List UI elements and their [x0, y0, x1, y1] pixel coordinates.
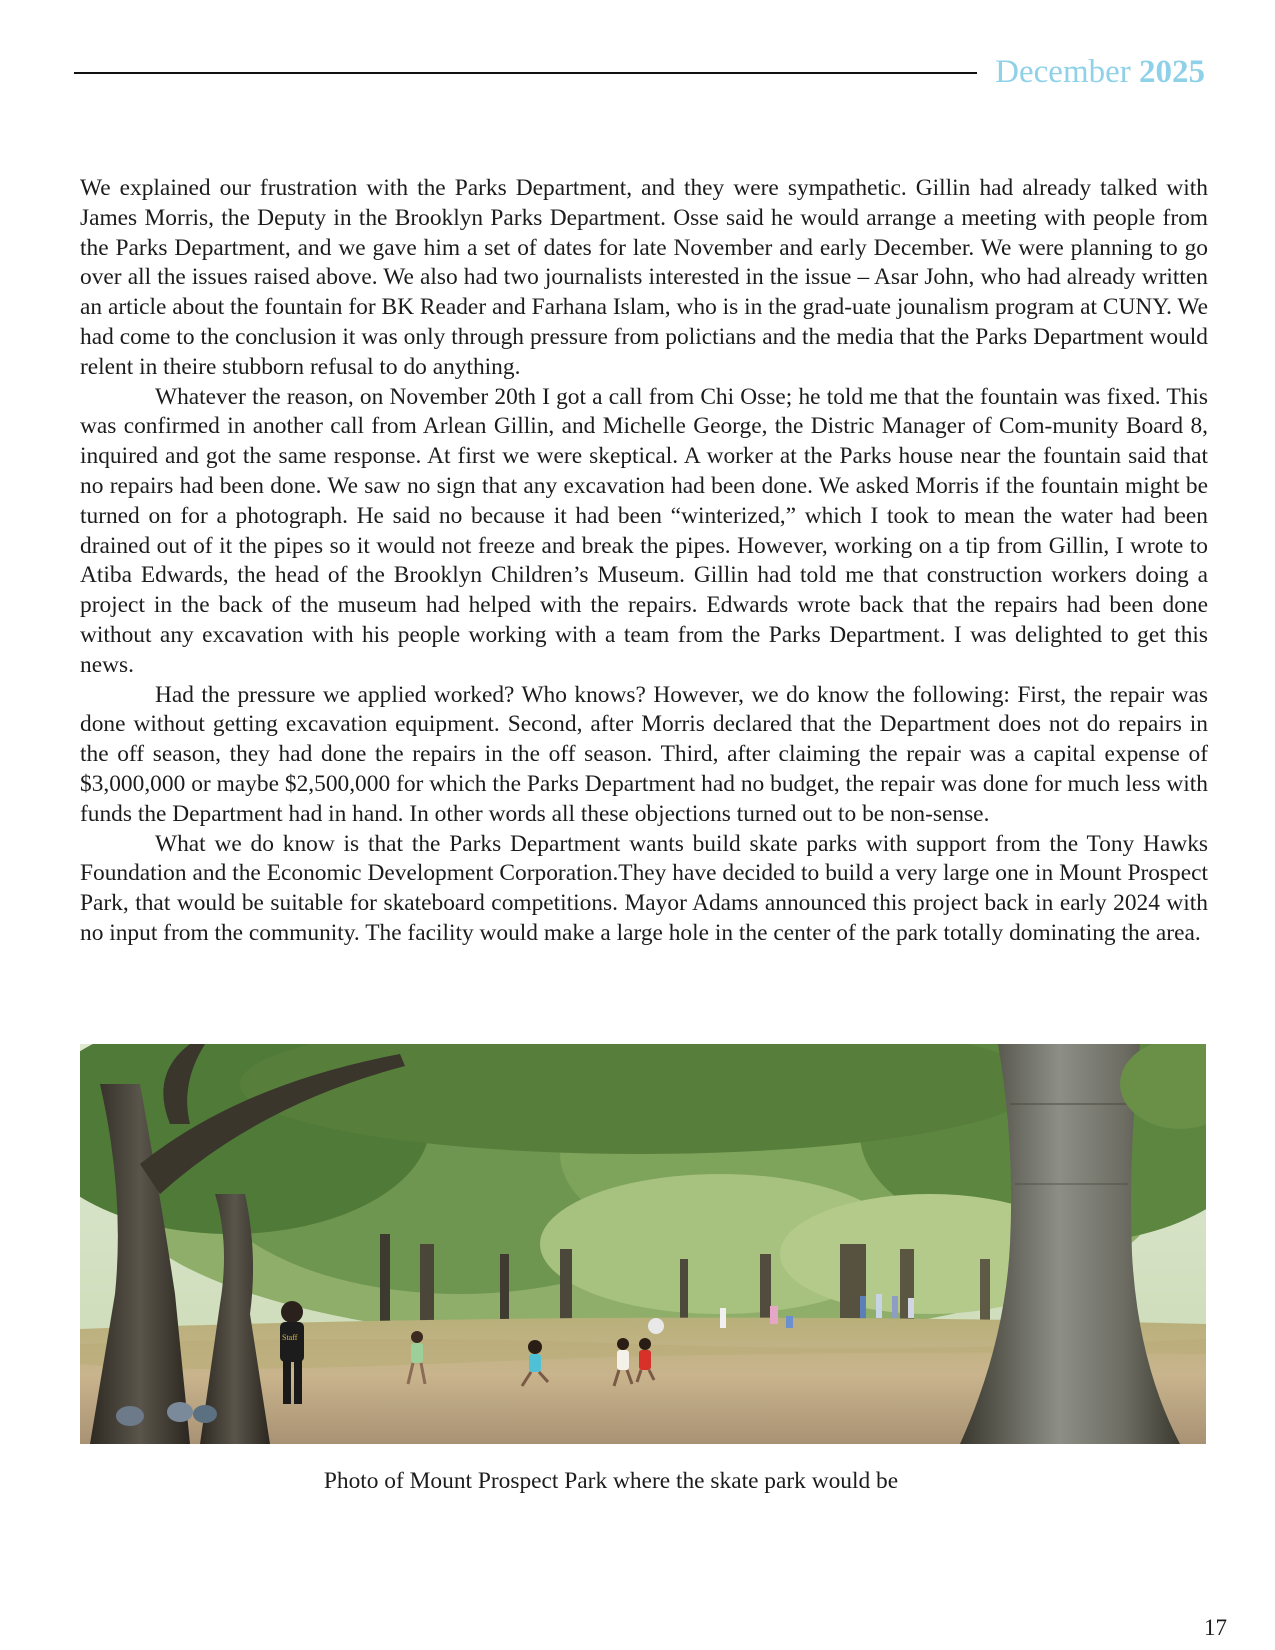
page-number: 17	[1204, 1615, 1227, 1640]
article-paragraph-3: Had the pressure we applied worked? Who knows? However, we do know the following: First, the repair was done without getting excavation equipment. Second, after Morris declared that the Department does not do repairs in the off season, they had done the repairs in the off season. Third, after claiming the repair was a capital expense of $3,000,000 or maybe $2,500,000 for which the Parks Department had no budget, the repair was done for much less with funds the Department had in hand. In other words all these objections turned out to be non-sense.	[80, 681, 1208, 827]
photo-caption: Photo of Mount Prospect Park where the skate park would be	[323, 1468, 899, 1494]
park-photo	[80, 1044, 1206, 1444]
article-paragraph-2: Whatever the reason, on November 20th I got a call from Chi Osse; he told me that the fountain was fixed. This was confirmed in another call from Arlean Gillin, and Michelle George, the Distric Manager of Com-munity Board 8, inquired and got the same response. At first we were skeptical. A worker at the Parks house near the fountain said that no repairs had been done. We saw no sign that any excavation had been done. We asked Morris if the fountain might be turned on for a photograph. He said no because it had been “winterized,” which I took to mean the water had been drained out of it the pipes so it would not freeze and break the pipes. However, working on a tip from Gillin, I wrote to Atiba Edwards, the head of the Brooklyn Children’s Museum. Gillin had told me that construction workers doing a project in the back of the museum had helped with the repairs. Edwards wrote back that the repairs had been done without any excavation with his people working with a team from the Parks Department. I was delighted to get this news.	[80, 383, 1208, 678]
header-rule	[74, 72, 977, 74]
staff-shirt-label: Staff	[282, 1333, 298, 1342]
issue-year: 2025	[1139, 54, 1205, 90]
article-body	[80, 174, 1208, 949]
issue-month: December	[995, 54, 1131, 90]
issue-date	[995, 52, 1205, 92]
article-paragraph-1: We explained our frustration with the Parks Department, and they were sympathetic. Gillin had already talked with James Morris, the Deputy in the Brooklyn Parks Department. Osse said he would arrange a meeting with people from the Parks Department, and we gave him a set of dates for late November and early December. We were planning to go over all the issues raised above. We also had two journalists interested in the issue – Asar John, who had already written an article about the fountain for BK Reader and Farhana Islam, who is in the grad-uate jounalism program at CUNY. We had come to the conclusion it was only through pressure from polictians and the media that the Parks Department would relent in theire stubborn refusal to do anything.	[80, 175, 1208, 380]
article-paragraph-4: What we do know is that the Parks Department wants build skate parks with support from the Tony Hawks Foundation and the Economic Development Corporation.They have decided to build a very large one in Mount Prospect Park, that would be suitable for skateboard competitions. Mayor Adams announced this project back in early 2024 with no input from the community. The facility would make a large hole in the center of the park totally dominating the area.	[80, 830, 1208, 946]
